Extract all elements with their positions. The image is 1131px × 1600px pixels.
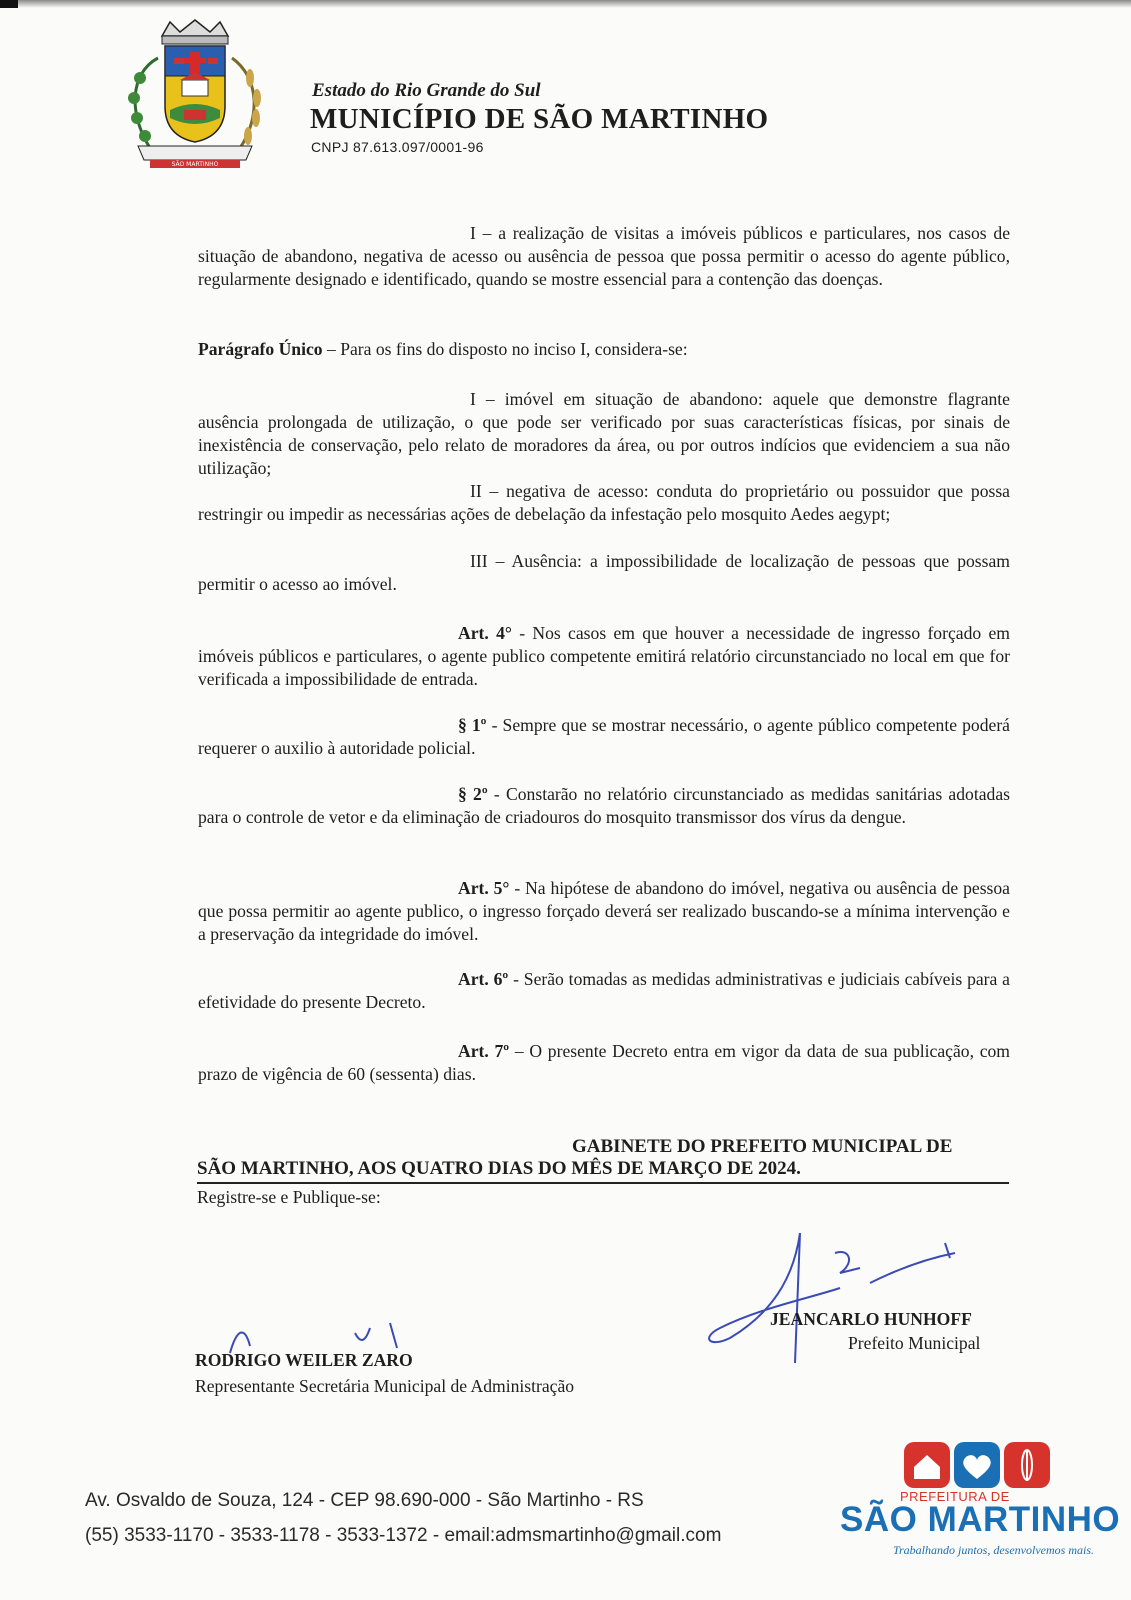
scan-corner [0,0,18,8]
municipal-crest-icon [110,18,280,168]
article-6: Art. 6º - Serão tomadas as medidas administrativas e judiciais cabíveis para a efetividade do presente Decreto. [198,969,1010,1012]
logo-name: SÃO MARTINHO [840,1500,1121,1539]
scan-edge [0,0,1131,8]
mayor-name: JEANCARLO HUNHOFF [770,1309,972,1329]
registre-publique: Registre-se e Publique-se: [197,1187,381,1207]
representative-name: RODRIGO WEILER ZARO [195,1350,413,1370]
mayor-signature-icon [700,1228,970,1378]
closing-line-2: SÃO MARTINHO, AOS QUATRO DIAS DO MÊS DE MARÇO DE 2024. [197,1158,801,1179]
paragrafo-unico: Parágrafo Único – Para os fins do disposto no inciso I, considera-se: [198,339,688,359]
article-7: Art. 7º – O presente Decreto entra em vigor da data de sua publicação, com prazo de vigência de 60 (sessenta) dias. [198,1041,1010,1084]
paragraph-2: § 2º - Constarão no relatório circunstanciado as medidas sanitárias adotadas para o controle de vetor e da eliminação de criadouros do mosquito transmissor dos vírus da dengue. [198,784,1010,827]
header-cnpj: CNPJ 87.613.097/0001-96 [311,139,484,155]
footer-address: Av. Osvaldo de Souza, 124 - CEP 98.690-000 - São Martinho - RS [85,1490,644,1511]
article-5: Art. 5° - Na hipótese de abandono do imóvel, negativa ou ausência de pessoa que possa permitir ao agente publico, o ingresso forçado deverá ser realizado buscando-se a mínima intervenção e a preservação da integridade do imóvel. [198,878,1010,944]
definition-ii: II – negativa de acesso: conduta do proprietário ou possuidor que possa restringir ou impedir as necessárias ações de debelação da infestação pelo mosquito Aedes aegypt; [198,481,1010,524]
header-municipality: MUNICÍPIO DE SÃO MARTINHO [310,103,769,135]
article-4: Art. 4° - Nos casos em que houver a necessidade de ingresso forçado em imóveis públicos e particulares, o agente publico competente emitirá relatório circunstanciado no local em que for verificada a impossibilidade de entrada. [198,623,1010,689]
inciso-i-paragraph: I – a realização de visitas a imóveis públicos e particulares, nos casos de situação de abandono, negativa de acesso ou ausência de pessoa que possa permitir o acesso do agente público, regularmente designado e identificado, quando se mostre essencial para a contenção das doenças. [198,223,1010,289]
mayor-role: Prefeito Municipal [848,1333,981,1353]
footer-contact: (55) 3533-1170 - 3533-1178 - 3533-1372 - email:admsmartinho@gmail.com [85,1525,722,1546]
closing-line-1: GABINETE DO PREFEITO MUNICIPAL DE [572,1136,953,1157]
closing-rule [197,1182,1009,1184]
paragrafo-unico-label: Parágrafo Único [198,339,323,359]
crest-ribbon-text: SÃO MARTINHO [171,161,219,168]
paragraph-1: § 1º - Sempre que se mostrar necessário, o agente público competente poderá requerer o auxilio à autoridade policial. [198,715,1010,758]
logo-slogan: Trabalhando juntos, desenvolvemos mais. [893,1543,1094,1557]
definition-iii: III – Ausência: a impossibilidade de localização de pessoas que possam permitir o acesso ao imóvel. [198,551,1010,594]
header-state: Estado do Rio Grande do Sul [312,80,541,101]
definition-i: I – imóvel em situação de abandono: aquele que demonstre flagrante ausência prolongada de utilização, o que pode ser verificado por suas características físicas, por sinais de inexistência de conservação, pelo relato de moradores da área, ou por outros indícios que evidenciem a sua não utilização; [198,389,1010,478]
representative-role: Representante Secretária Municipal de Administração [195,1376,575,1396]
logo-prefix: PREFEITURA DE [900,1489,1010,1504]
